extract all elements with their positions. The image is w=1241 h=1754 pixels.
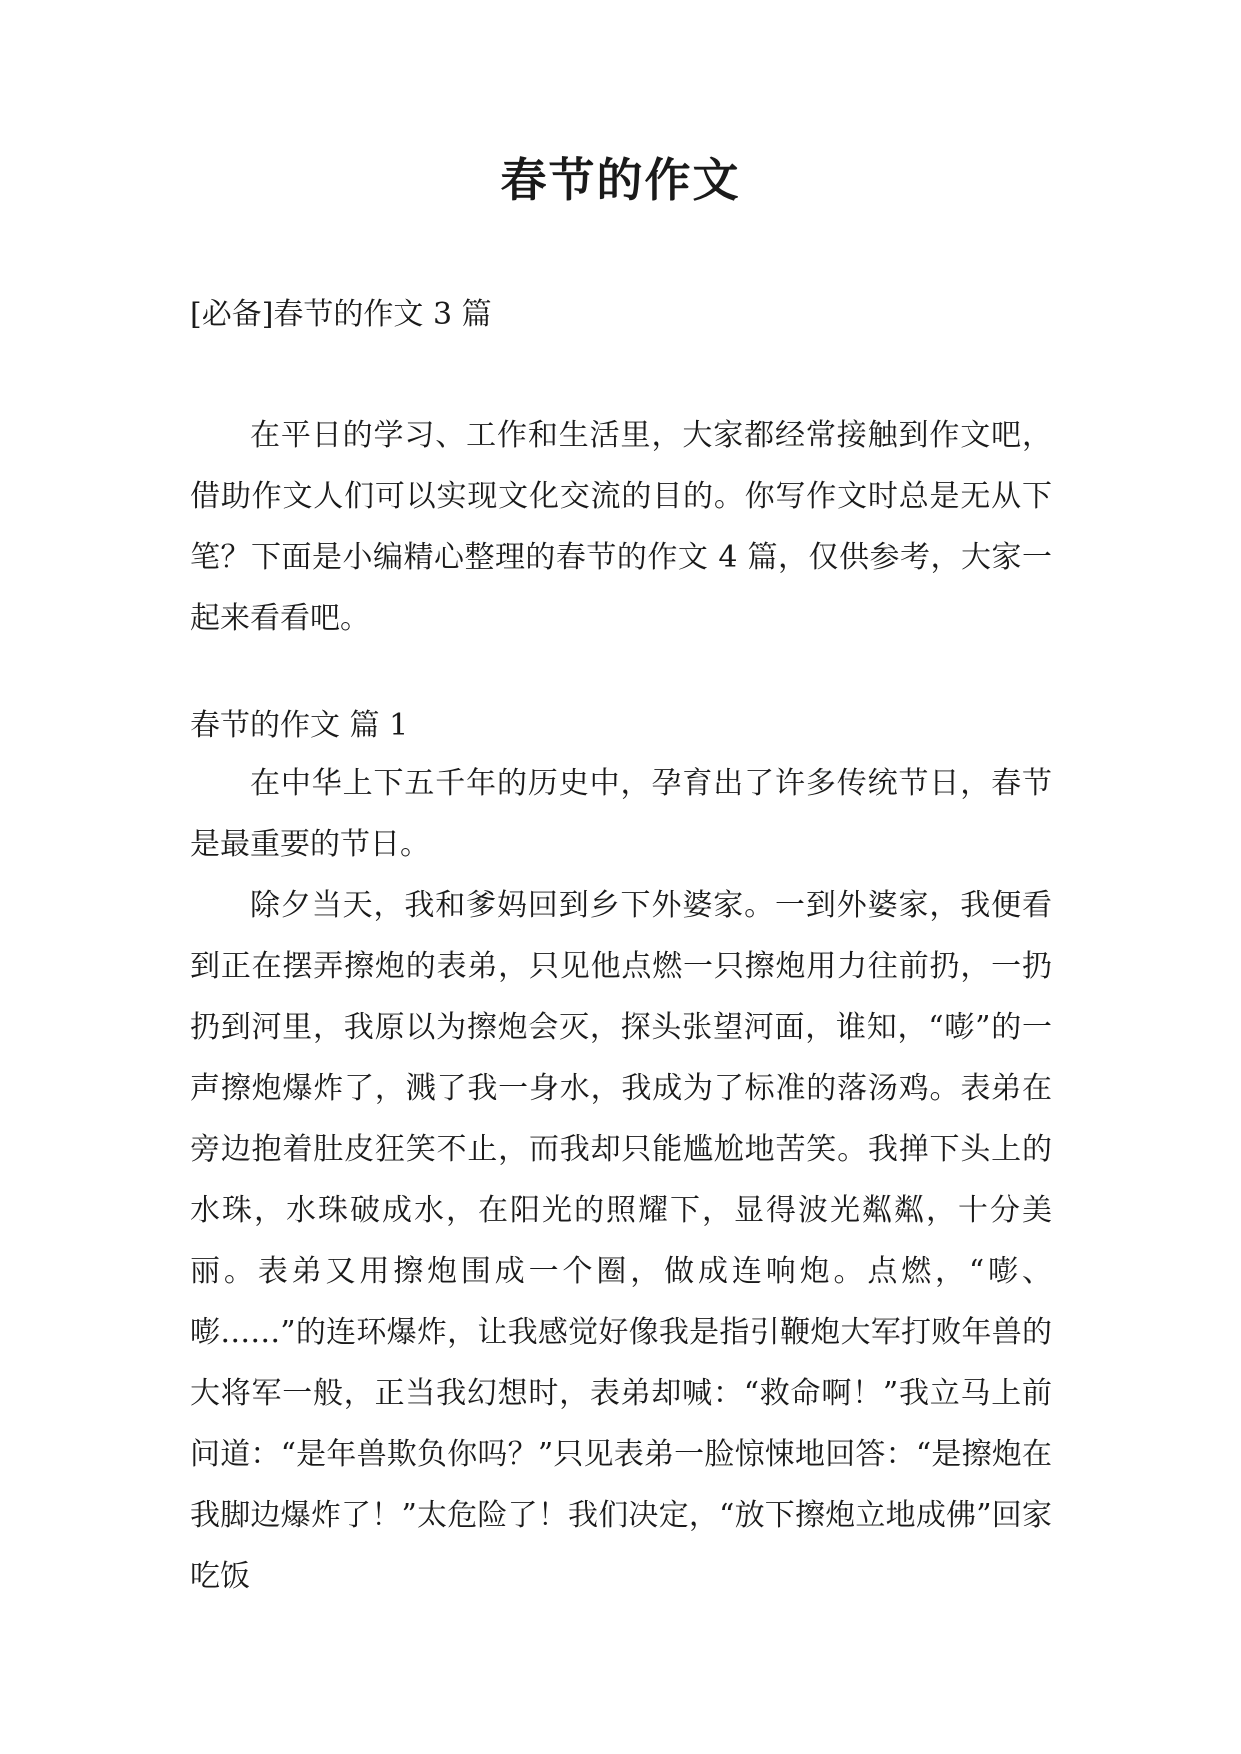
essay-paragraph: 除夕当天，我和爹妈回到乡下外婆家。一到外婆家，我便看到正在摆弄擦炮的表弟，只见他点燃一只擦炮用力往前扔，一扔扔到河里，我原以为擦炮会灭，探头张望河面，谁知，“嘭”的一声擦炮爆炸了，溅了我一身水，我成为了标准的落汤鸡。表弟在旁边抱着肚皮狂笑不止，而我却只能尴尬地苦笑。我掸下头上的水珠，水珠破成水，在阳光的照耀下，显得波光粼粼，十分美丽。表弟又用擦炮围成一个圈，做成连响炮。点燃，“嘭、嘭……”的连环爆炸，让我感觉好像我是指引鞭炮大军打败年兽的大将军一般，正当我幻想时，表弟却喊：“救命啊！”我立马上前问道：“是年兽欺负你吗？”只见表弟一脸惊悚地回答：“是擦炮在我脚边爆炸了！”太危险了！我们决定，“放下擦炮立地成佛”回家吃饭 bbox=[190, 888, 1052, 1594]
intro-paragraph: 在平日的学习、工作和生活里，大家都经常接触到作文吧，借助作文人们可以实现文化交流的目的。你写作文时总是无从下笔？下面是小编精心整理的春节的作文 4 篇，仅供参考，大家一起来看看吧。 bbox=[190, 418, 1052, 636]
document-subtitle: [必备]春节的作文 3 篇 bbox=[190, 297, 492, 332]
section-heading: 春节的作文 篇 1 bbox=[190, 708, 409, 743]
intro-block bbox=[190, 405, 1052, 649]
document-title: 春节的作文 bbox=[500, 153, 741, 207]
essay-body bbox=[190, 753, 1052, 1607]
essay-paragraph: 在中华上下五千年的历史中，孕育出了许多传统节日，春节是最重要的节日。 bbox=[190, 766, 1052, 862]
